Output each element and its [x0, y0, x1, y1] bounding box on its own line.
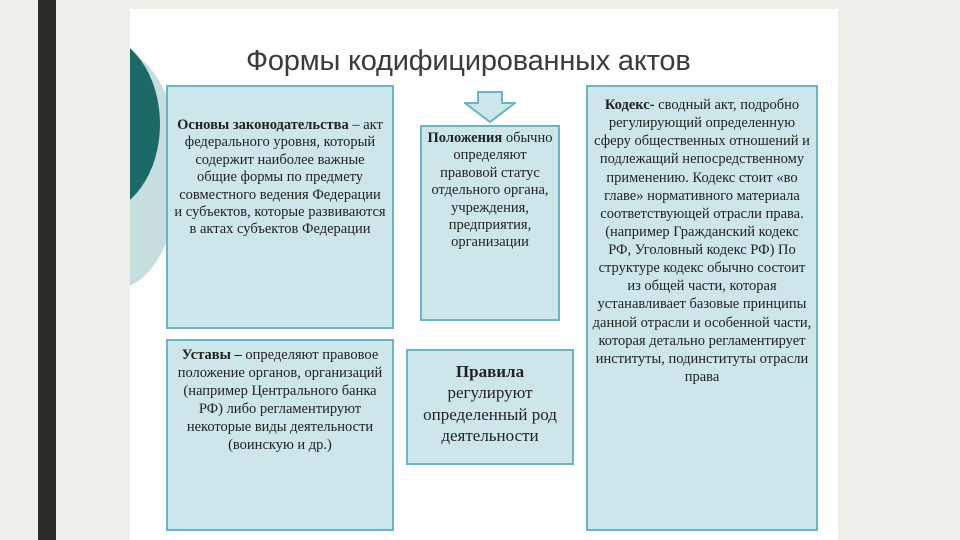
pravila-heading: Правила [455, 362, 525, 381]
pravila-text: регулируют определенный род деятельности [423, 383, 557, 445]
ustavy-heading: Уставы – [181, 347, 242, 363]
kodeks-box [586, 85, 818, 531]
kodeks-text: сводный акт, подробно регулирующий определенную сферу общественных отношений и подлежащий непосредственному применению. Кодекс стоит «во главе» нормативного материала соответствующей отрасли права. (например Гражданский кодекс РФ, Уголовный кодекс РФ) По структуре кодекс обычно состоит из общей части, которая устанавливает базовые принципы данной отрасли и особенной части, которая детально регламентирует институты, подинституты отрасли права [592, 97, 812, 385]
slide-title: Формы кодифицированных актов [246, 45, 691, 77]
polozheniya-heading: Положения [427, 130, 503, 146]
polozheniya-text: обычно определяют правовой статус отдельного органа, учреждения, предприятия, организации [431, 130, 553, 251]
down-arrow-icon [464, 91, 516, 123]
osnovy-box [166, 85, 394, 329]
osnovy-heading: Основы законодательства [177, 117, 349, 133]
slide [130, 9, 838, 540]
pravila-box [406, 349, 574, 465]
ustavy-text: определяют правовое положение органов, организаций (например Центрального банка РФ) либо регламентируют некоторые виды деятельности (воинскую и др.) [177, 347, 383, 453]
polozheniya-box [420, 125, 560, 321]
left-edge-bar [38, 0, 56, 540]
ustavy-box [166, 339, 394, 531]
osnovy-text: – акт федерального уровня, который содержит наиболее важные общие формы по предмету совместного ведения Федерации и субъектов, которые развиваются в актах субъектов Федерации [174, 117, 386, 238]
kodeks-heading: Кодекс- [604, 97, 655, 113]
